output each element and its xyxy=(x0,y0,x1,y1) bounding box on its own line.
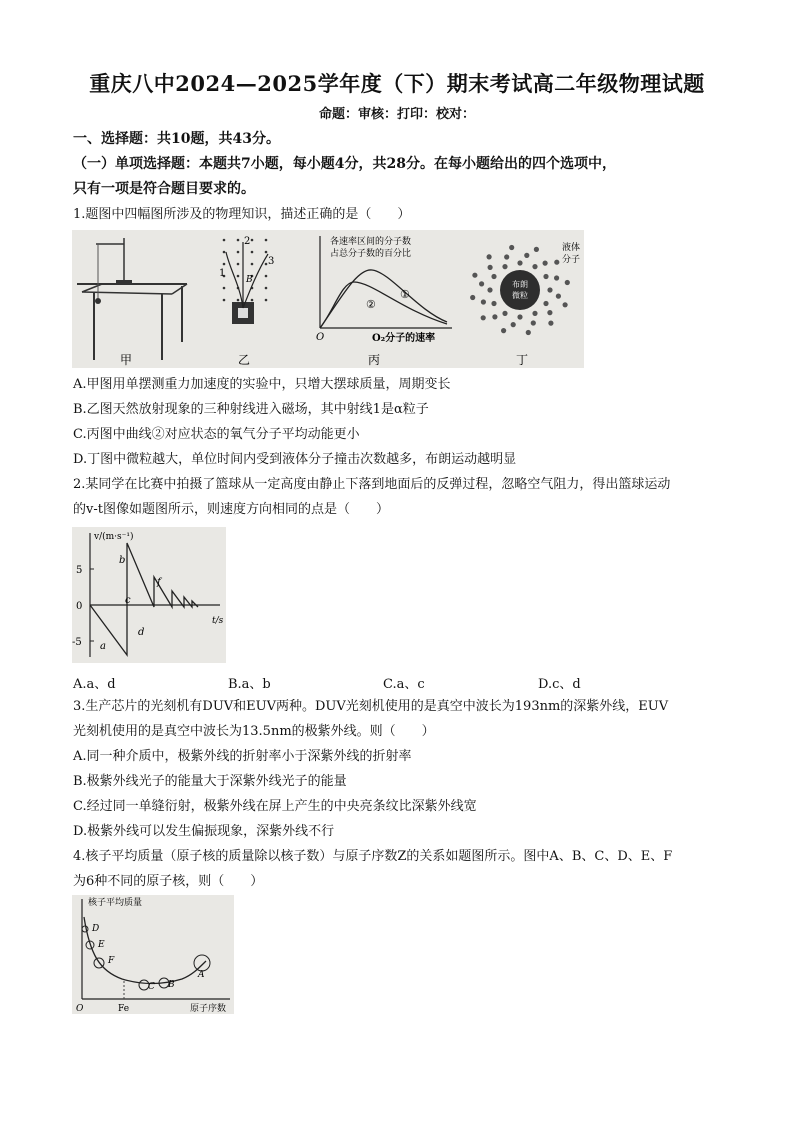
vt-point-f: f xyxy=(157,577,161,588)
field-dot xyxy=(223,263,226,266)
q1-option-b: B.乙图天然放射现象的三种射线进入磁场，其中射线1是α粒子 xyxy=(73,402,429,417)
vt-point-b: b xyxy=(119,555,126,566)
field-dot xyxy=(237,299,240,302)
liquid-molecule xyxy=(479,281,484,286)
subsection-instruction-line2: 只有一项是符合题目要求的。 xyxy=(73,181,255,197)
liquid-label-1: 液体 xyxy=(562,243,581,253)
radiation-diagram xyxy=(219,236,274,324)
vt-xlabel: t/s xyxy=(212,616,224,626)
field-dot xyxy=(223,287,226,290)
field-dot xyxy=(251,299,254,302)
field-dot xyxy=(251,251,254,254)
label-yi: 乙 xyxy=(238,353,251,367)
liquid-label-2: 分子 xyxy=(562,255,581,265)
q3-option-a: A.同一种介质中，极紫外线的折射率小于深紫外线的折射率 xyxy=(73,749,412,764)
q4-point-c: C xyxy=(148,982,155,992)
liquid-molecule xyxy=(554,275,559,280)
q4-ylabel: 核子平均质量 xyxy=(88,898,143,908)
particle-label-2: 微粒 xyxy=(512,291,528,300)
field-dot xyxy=(237,251,240,254)
q4-point-a: A xyxy=(198,970,205,980)
field-b-label: B xyxy=(246,275,253,285)
q4-origin: O xyxy=(76,1004,84,1014)
liquid-molecule xyxy=(481,299,486,304)
liquid-molecule xyxy=(547,310,552,315)
liquid-molecule xyxy=(531,320,536,325)
vt-tick-5: 5 xyxy=(76,565,83,576)
liquid-molecule xyxy=(488,265,493,270)
q3-stem-line1: 3.生产芯片的光刻机有DUV和EUV两种。DUV光刻机使用的是真空中波长为193nm的深紫外线，EUV xyxy=(73,699,669,714)
field-dot xyxy=(265,239,268,242)
label-ding: 丁 xyxy=(516,353,529,367)
liquid-molecule xyxy=(491,301,496,306)
ylabel-line2: 占总分子数的百分比 xyxy=(330,249,412,259)
q1-stem: 1.题图中四幅图所涉及的物理知识，描述正确的是（ ） xyxy=(73,207,411,222)
vt-point-a: a xyxy=(100,641,106,652)
vt-ylabel: v/(m·s⁻¹) xyxy=(94,532,134,542)
q2-option-b: B.a、b xyxy=(228,677,271,692)
q4-binding-graph xyxy=(72,895,234,1014)
subsection-instruction-line1: （一）单项选择题：本题共7小题，每小题4分，共28分。在每小题给出的四个选项中， xyxy=(73,156,616,172)
field-dot xyxy=(223,251,226,254)
ylabel-line1: 各速率区间的分子数 xyxy=(330,237,412,247)
field-dot xyxy=(237,275,240,278)
q3-option-b: B.极紫外线光子的能量大于深紫外线光子的能量 xyxy=(73,774,347,789)
liquid-molecule xyxy=(556,294,561,299)
q1-figure xyxy=(72,230,584,368)
curve-2-label: ② xyxy=(366,298,376,311)
particle-label-1: 布朗 xyxy=(512,280,528,289)
q3-stem-line2: 光刻机使用的是真空中波长为13.5nm的极紫外线。则（ ） xyxy=(73,724,435,739)
ray-1-label: 1 xyxy=(219,268,226,279)
liquid-molecule xyxy=(543,261,548,266)
liquid-molecule xyxy=(548,321,553,326)
label-bing: 丙 xyxy=(368,353,381,367)
field-dot xyxy=(251,239,254,242)
liquid-molecule xyxy=(487,287,492,292)
q4-xlabel: 原子序数 xyxy=(190,1004,227,1014)
liquid-molecule xyxy=(547,287,552,292)
q2-option-a: A.a、d xyxy=(73,677,116,692)
vt-point-d: d xyxy=(138,627,145,638)
liquid-molecule xyxy=(563,302,568,307)
q2-option-c: C.a、c xyxy=(383,677,425,692)
liquid-molecule xyxy=(532,264,537,269)
liquid-molecule xyxy=(492,314,497,319)
liquid-molecule xyxy=(517,314,522,319)
field-dot xyxy=(237,263,240,266)
field-dot xyxy=(265,251,268,254)
brownian-diagram xyxy=(470,241,580,335)
liquid-molecule xyxy=(487,254,492,259)
q4-point-f: F xyxy=(108,956,115,966)
page-title: 重庆八中2024—2025学年度（下）期末考试高二年级物理试题 xyxy=(89,71,705,96)
q4-point-d: D xyxy=(92,924,100,934)
vt-point-c: c xyxy=(125,595,131,606)
liquid-molecule xyxy=(504,254,509,259)
liquid-molecule xyxy=(565,280,570,285)
ray-3-label: 3 xyxy=(268,256,275,267)
field-dot xyxy=(265,299,268,302)
q4-fe-label: Fe xyxy=(118,1004,130,1014)
liquid-molecule xyxy=(526,330,531,335)
q2-stem-line2: 的v-t图像如题图所示，则速度方向相同的点是（ ） xyxy=(73,502,389,517)
liquid-molecule xyxy=(502,264,507,269)
xlabel: O₂分子的速率 xyxy=(372,333,436,344)
q1-option-c: C.丙图中曲线②对应状态的氧气分子平均动能更小 xyxy=(73,427,360,442)
label-jia: 甲 xyxy=(120,353,133,367)
ray-2-label: 2 xyxy=(244,236,251,247)
q4-point-b: B xyxy=(168,980,175,990)
liquid-molecule xyxy=(509,245,514,250)
liquid-molecule xyxy=(534,247,539,252)
q1-option-d: D.丁图中微粒越大，单位时间内受到液体分子撞击次数越多，布朗运动越明显 xyxy=(73,452,517,467)
field-dot xyxy=(265,263,268,266)
q4-point-e: E xyxy=(98,940,105,950)
q2-stem-line1: 2.某同学在比赛中拍摄了篮球从一定高度由静止下落到地面后的反弹过程，忽略空气阻力，得出篮球运动 xyxy=(73,477,671,492)
field-dot xyxy=(223,239,226,242)
field-dot xyxy=(237,239,240,242)
pendulum-diagram xyxy=(77,238,187,360)
liquid-molecule xyxy=(543,274,548,279)
q3-option-d: D.极紫外线可以发生偏振现象，深紫外线不行 xyxy=(73,824,335,839)
liquid-molecule xyxy=(532,311,537,316)
section-heading: 一、选择题：共10题，共43分。 xyxy=(73,131,280,147)
field-dot xyxy=(265,287,268,290)
curve-1-label: ① xyxy=(400,288,410,301)
vt-tick-0: 0 xyxy=(76,601,83,612)
q2-vt-graph xyxy=(72,527,226,663)
liquid-molecule xyxy=(502,311,507,316)
speed-distribution-diagram xyxy=(316,235,452,344)
q1-figure-svg xyxy=(72,230,584,368)
liquid-molecule xyxy=(470,295,475,300)
field-dot xyxy=(223,299,226,302)
origin-label: O xyxy=(316,332,325,343)
liquid-molecule xyxy=(511,322,516,327)
liquid-molecule xyxy=(472,273,477,278)
liquid-molecule xyxy=(517,260,522,265)
q3-option-c: C.经过同一单缝衍射，极紫外线在屏上产生的中央亮条纹比深紫外线宽 xyxy=(73,799,477,814)
q4-stem-line1: 4.核子平均质量（原子核的质量除以核子数）与原子序数Z的关系如题图所示。图中A、B、C、D、E、F xyxy=(73,849,673,864)
field-dot xyxy=(265,275,268,278)
liquid-molecule xyxy=(524,253,529,258)
q1-option-a: A.甲图用单摆测重力加速度的实验中，只增大摆球质量，周期变长 xyxy=(73,377,451,392)
liquid-molecule xyxy=(543,301,548,306)
liquid-molecule xyxy=(481,315,486,320)
field-dot xyxy=(251,263,254,266)
q2-option-d: D.c、d xyxy=(538,677,581,692)
liquid-molecule xyxy=(501,328,506,333)
liquid-molecule xyxy=(554,260,559,265)
vt-tick-m5: -5 xyxy=(72,637,82,648)
roles-line: 命题：审核：打印：校对： xyxy=(318,107,475,122)
liquid-molecule xyxy=(491,274,496,279)
q4-stem-line2: 为6种不同的原子核，则（ ） xyxy=(73,874,264,889)
